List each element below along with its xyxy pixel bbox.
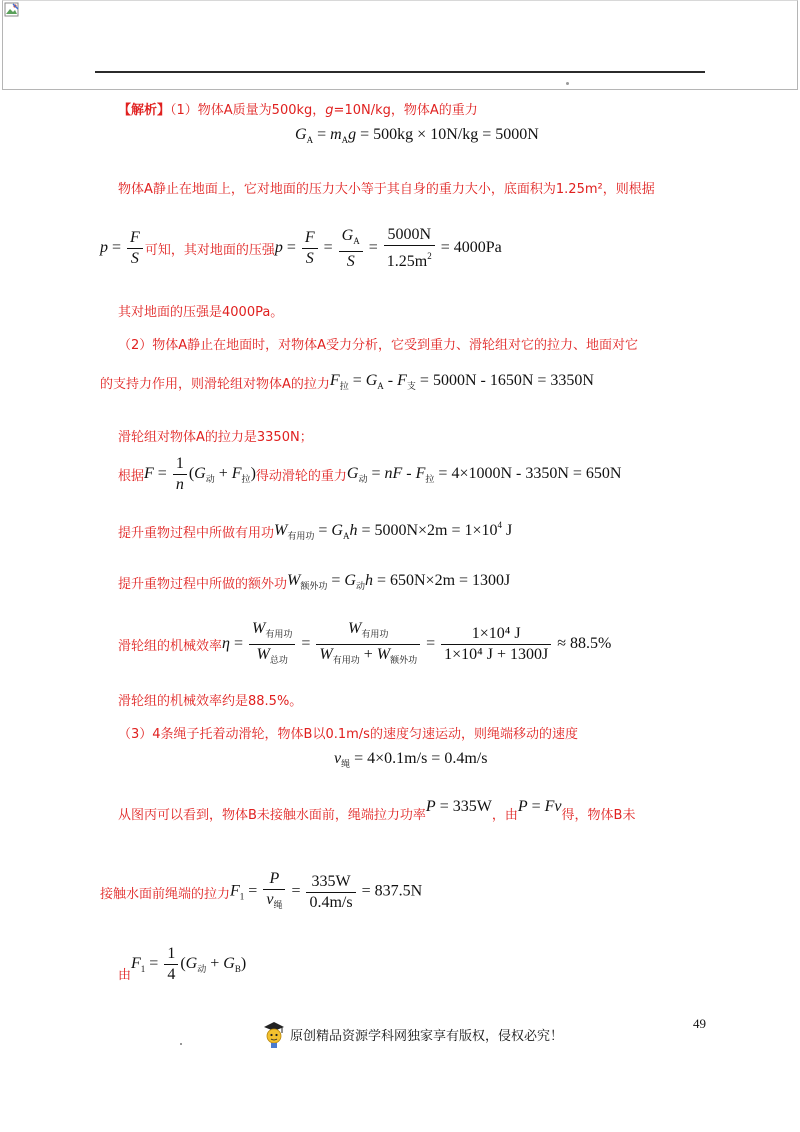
para-14: 从图丙可以看到，物体B未接触水面前，绳端拉力功率 P = 335W ，由 P = Fv 得，物体B未 (118, 797, 636, 823)
footer-dot (180, 1043, 182, 1045)
analysis-label: 【解析】 (118, 103, 171, 118)
para-16: 由 $F_1$ = $\frac{1}{4}$ $(G_动 + G_B)$ (118, 945, 247, 983)
para-4: 其对地面的压强是4000Pa。 (118, 305, 284, 320)
equation-8: $v_绳 = 4\times 0.1m/s = 0.4m/s$ (334, 750, 488, 769)
header-rule (95, 71, 705, 73)
para-3: p = $\frac{F}{S}$ 可知，其对地面的压强 p = $\frac{F}{S}$ = $\frac{G_A}{S}$ = $\frac{5000N}{1.25m^2}$ = 4000Pa (100, 226, 502, 270)
page-number: 49 (693, 1016, 706, 1031)
broken-image-icon (4, 2, 20, 18)
header-frame (2, 0, 798, 90)
para-8: 根据 F = $\frac{1}{n}$ $(G_动 + F_拉)$ 得动滑轮的重力 $G_动$ = nF - $F_拉 = 4\times 1000N - 3350N = 650N$ (118, 455, 622, 493)
para-12: 滑轮组的机械效率约是88.5%。 (118, 694, 303, 709)
para-9: 提升重物过程中所做有用功 $W_{有用功} = G_Ah = 5000N\times 2m = 1\times 10^4$ J (118, 520, 513, 541)
footer-copyright: 原创精品资源学科网独家享有版权，侵权必究！ (290, 1028, 564, 1044)
mascot-icon (262, 1019, 286, 1049)
para-2: 物体A静止在地面上，它对地面的压力大小等于其自身的重力大小，底面积为1.25m²，则根据 (118, 182, 655, 197)
para-13: （3）4条绳子托着动滑轮，物体B以0.1m/s的速度匀速运动，则绳端移动的速度 (118, 727, 578, 742)
para-1: 【解析】（1）物体A质量为500kg，g=10N/kg，物体A的重力 (118, 103, 478, 118)
para-10: 提升重物过程中所做的额外功 $W_{额外功} = G_动h = 650N\times 2m = 1300J$ (118, 572, 511, 592)
equation-1: $G_A = m_Ag = 500kg \times 10N/kg = 5000N$ (295, 126, 539, 145)
footer (262, 1018, 563, 1050)
para-15: 接触水面前绳端的拉力 $F_1$ = $\frac{P}{v_绳}$ = $\frac{335W}{0.4m/s}$ = 837.5N (100, 870, 423, 911)
header-dot (566, 82, 569, 85)
para-7: 滑轮组对物体A的拉力是3350N； (118, 430, 313, 445)
para-5: （2）物体A静止在地面时，对物体A受力分析，它受到重力、滑轮组对它的拉力、地面对它 (118, 338, 639, 353)
para-6: 的支持力作用，则滑轮组对物体A的拉力 $F_拉 = G_A - F_支 = 5000N - 1650N = 3350N$ (100, 372, 594, 392)
para-11: 滑轮组的机械效率 η = $\frac{W_{有用功}}{W_{总功}}$ = $\frac{W_{有用功}}{W_{有用功} + W_{额外功}}$ = $\frac{\text{1×10⁴ J}}{\text{1×10⁴ J + 1300J}}$ ≈ 88.5% (118, 620, 612, 665)
